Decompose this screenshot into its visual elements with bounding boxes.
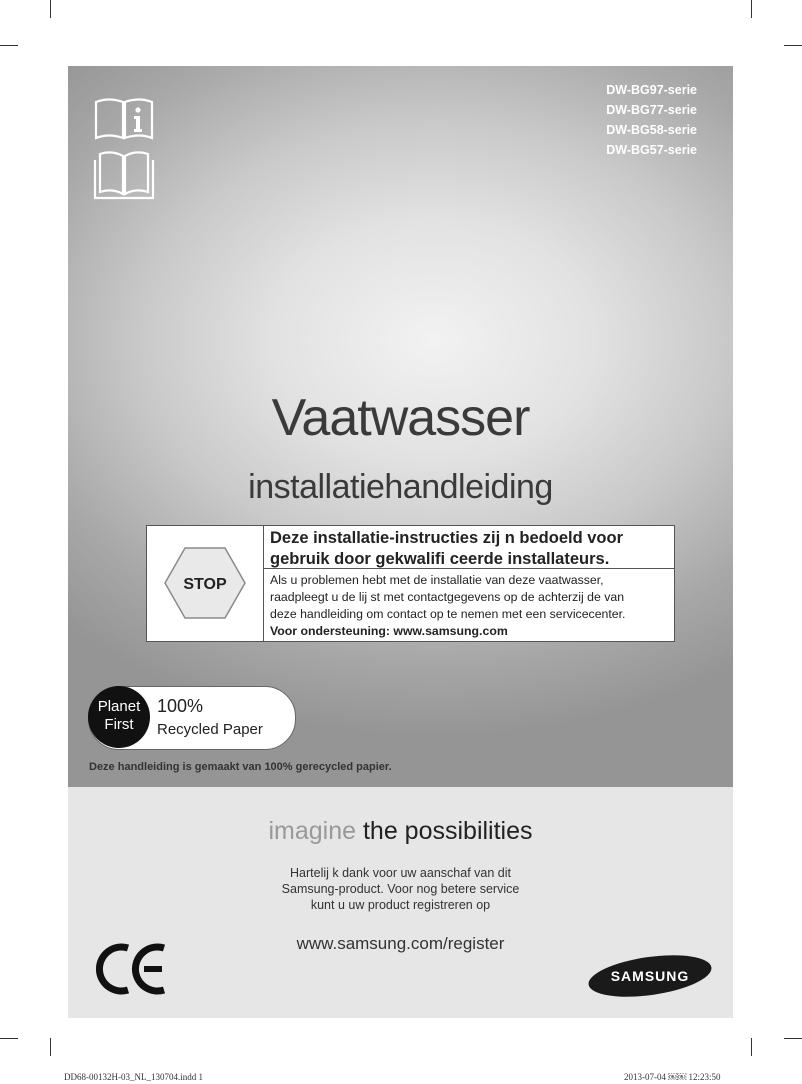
warning-body-line: raadpleegt u de lij st met contactgegevens op de achterzij de van [270,590,625,604]
slogan-dark: the possibilities [362,817,533,845]
model-list [606,80,697,160]
model-item: DW-BG58-serie [606,123,697,137]
thanks-line: Hartelij k dank voor uw aanschaf van dit [290,866,511,880]
crop-mark [751,1038,752,1056]
imagine-slogan [68,817,733,846]
slogan-light: imagine [268,817,357,845]
stop-label: STOP [183,576,227,593]
samsung-logo [585,953,715,999]
info-manual-icon [94,96,154,142]
document-title: Vaatwasser [271,389,530,447]
crop-mark [0,1038,18,1039]
footer-timestamp: 2013-07-04 ￼￼ 12:23:50 [624,1072,721,1082]
warning-heading-line: gebruik door gekwalifi ceerde installateurs. [270,550,610,568]
warning-text [264,526,674,640]
crop-mark [751,0,752,18]
crop-mark [784,1038,802,1039]
planet-first-badge [88,686,296,750]
stop-cell [147,526,264,641]
crop-mark [50,0,51,18]
model-item: DW-BG77-serie [606,103,697,117]
cover-panel [68,66,733,787]
model-item: DW-BG97-serie [606,83,697,97]
ce-mark-icon [96,940,170,996]
stop-sign-icon [147,526,263,641]
recycled-percent: 100% [157,696,204,716]
installer-warning-box [146,525,675,642]
planet-first-logo-text: Planet [97,698,141,715]
document-subtitle: installatiehandleiding [248,468,553,506]
warning-heading-line: Deze installatie-instructies zij n bedoeld voor [270,529,623,547]
open-book-icon [92,150,156,202]
register-url[interactable]: www.samsung.com/register [296,934,505,953]
model-item: DW-BG57-serie [606,143,697,157]
warning-body-line: Als u problemen hebt met de installatie van deze vaatwasser, [270,573,604,587]
recycled-paper-label: Recycled Paper [157,721,263,738]
bottom-panel [68,787,733,1018]
recycled-note: Deze handleiding is gemaakt van 100% gerecycled papier. [89,761,392,773]
crop-mark [50,1038,51,1056]
footer-filename: DD68-00132H-03_NL_130704.indd 1 [64,1072,203,1082]
thanks-line: Samsung-product. Voor nog betere service [281,882,520,896]
samsung-wordmark: SAMSUNG [610,968,690,984]
planet-first-logo [88,686,150,748]
thanks-text [68,865,733,913]
crop-mark [784,45,802,46]
planet-first-logo-text: First [104,716,134,733]
thanks-line: kunt u uw product registreren op [310,898,491,912]
support-link-text: Voor ondersteuning: www.samsung.com [270,624,508,638]
warning-heading [264,526,674,569]
warning-body [264,569,674,640]
crop-mark [0,45,18,46]
warning-body-line: deze handleiding om contact op te nemen met een servicecenter. [270,607,626,621]
